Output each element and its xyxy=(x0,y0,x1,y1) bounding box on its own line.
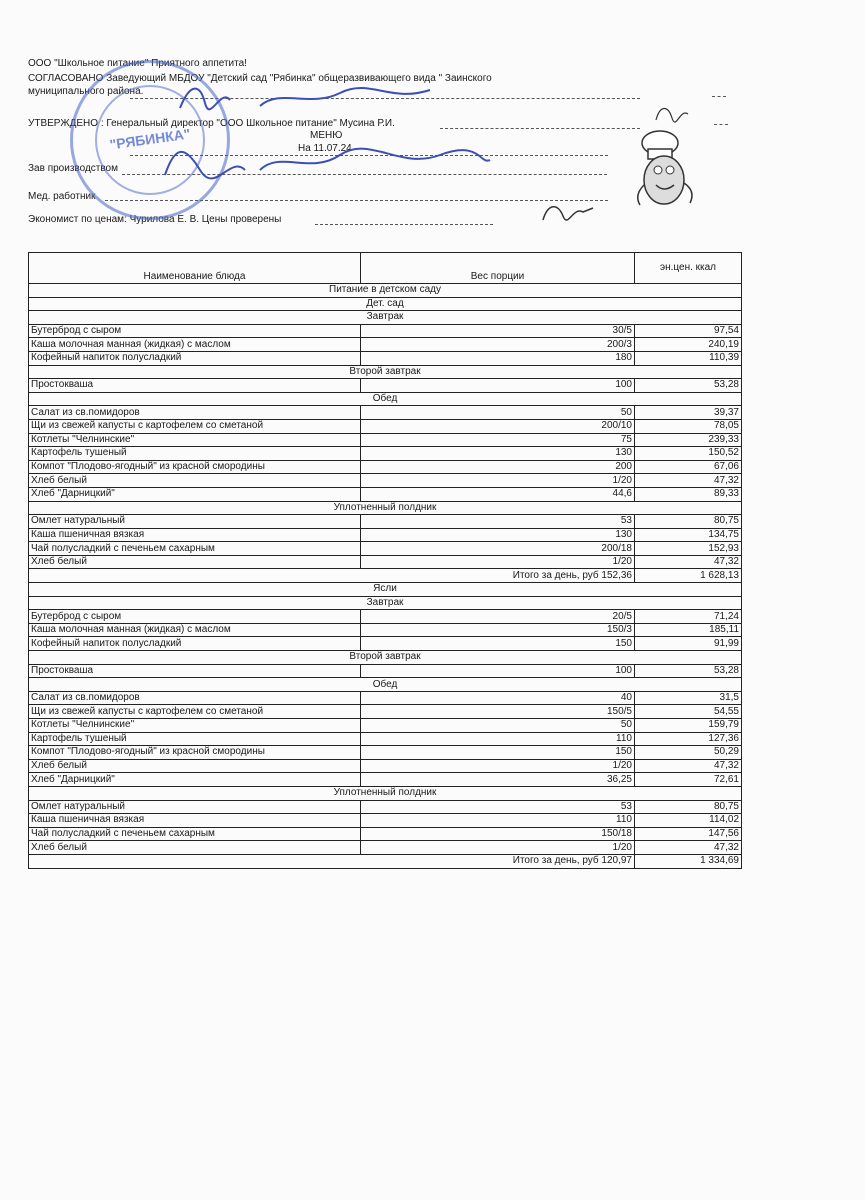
cell-weight: 20/5 xyxy=(361,610,635,624)
table-row xyxy=(29,487,742,501)
cell-kcal: 39,37 xyxy=(635,406,742,420)
cell-name: Каша пшеничная вязкая xyxy=(29,814,361,828)
total-row xyxy=(29,854,742,868)
cell-kcal: 80,75 xyxy=(635,515,742,529)
table-row xyxy=(29,800,742,814)
cell-kcal: 185,11 xyxy=(635,623,742,637)
menu-table xyxy=(28,252,742,869)
table-row xyxy=(29,637,742,651)
cell-kcal: 134,75 xyxy=(635,528,742,542)
economist-line: Экономист по ценам: Чурилова Е. В. Цены проверены xyxy=(28,214,282,225)
meal-title-label: Обед xyxy=(29,392,742,406)
group-title xyxy=(29,297,742,311)
meal-title-label: Уплотненный полдник xyxy=(29,501,742,515)
col-header-name: Наименование блюда xyxy=(29,253,361,284)
cell-kcal: 71,24 xyxy=(635,610,742,624)
cell-kcal: 89,33 xyxy=(635,487,742,501)
cell-weight: 150/3 xyxy=(361,623,635,637)
table-row xyxy=(29,623,742,637)
table-header-row xyxy=(29,253,742,284)
cell-name: Простокваша xyxy=(29,664,361,678)
cell-kcal: 239,33 xyxy=(635,433,742,447)
chef-mascot-icon xyxy=(630,125,705,215)
meal-title xyxy=(29,786,742,800)
organization-stamp: "РЯБИНКА" xyxy=(70,60,230,220)
table-row xyxy=(29,719,742,733)
menu-title: МЕНЮ xyxy=(310,130,343,141)
cell-weight: 150/18 xyxy=(361,827,635,841)
cell-weight: 100 xyxy=(361,664,635,678)
cell-weight: 150 xyxy=(361,637,635,651)
meal-title xyxy=(29,596,742,610)
production-head: Зав производством xyxy=(28,163,118,174)
cell-name: Салат из св.помидоров xyxy=(29,691,361,705)
cell-kcal: 54,55 xyxy=(635,705,742,719)
cell-name: Чай полусладкий с печеньем сахарным xyxy=(29,542,361,556)
cell-name: Хлеб белый xyxy=(29,555,361,569)
meal-title xyxy=(29,678,742,692)
total-kcal: 1 334,69 xyxy=(635,854,742,868)
cell-name: Хлеб белый xyxy=(29,474,361,488)
table-row xyxy=(29,542,742,556)
cell-kcal: 159,79 xyxy=(635,719,742,733)
cell-name: Картофель тушеный xyxy=(29,447,361,461)
table-row xyxy=(29,705,742,719)
cell-weight: 200/18 xyxy=(361,542,635,556)
approved-line: УТВЕРЖДЕНО : Генеральный директор "ООО Школьное питание" Мусина Р.И. xyxy=(28,118,395,129)
cell-kcal: 91,99 xyxy=(635,637,742,651)
cell-weight: 50 xyxy=(361,406,635,420)
table-row xyxy=(29,447,742,461)
table-row xyxy=(29,773,742,787)
cell-weight: 150 xyxy=(361,746,635,760)
cell-weight: 200 xyxy=(361,460,635,474)
cell-name: Щи из свежей капусты с картофелем со сметаной xyxy=(29,419,361,433)
total-row xyxy=(29,569,742,583)
cell-weight: 100 xyxy=(361,379,635,393)
cell-name: Бутерброд с сыром xyxy=(29,324,361,338)
table-row xyxy=(29,324,742,338)
section-title xyxy=(29,284,742,298)
meal-title-label: Завтрак xyxy=(29,311,742,325)
cell-kcal: 127,36 xyxy=(635,732,742,746)
cell-kcal: 67,06 xyxy=(635,460,742,474)
cell-kcal: 97,54 xyxy=(635,324,742,338)
meal-title xyxy=(29,365,742,379)
cell-name: Котлеты "Челнинские" xyxy=(29,719,361,733)
cell-weight: 200/3 xyxy=(361,338,635,352)
meal-title-label: Второй завтрак xyxy=(29,651,742,665)
table-row xyxy=(29,379,742,393)
cell-name: Каша пшеничная вязкая xyxy=(29,528,361,542)
table-row xyxy=(29,515,742,529)
cell-kcal: 47,32 xyxy=(635,555,742,569)
total-label: Итого за день, руб 152,36 xyxy=(29,569,635,583)
cell-kcal: 47,32 xyxy=(635,759,742,773)
agreed-line: СОГЛАСОВАНО Заведующий МБДОУ "Детский сад "Рябинка" общеразвивающего вида " Заинского xyxy=(28,73,492,84)
cell-name: Хлеб белый xyxy=(29,841,361,855)
cell-weight: 180 xyxy=(361,351,635,365)
cell-kcal: 53,28 xyxy=(635,379,742,393)
cell-name: Чай полусладкий с печеньем сахарным xyxy=(29,827,361,841)
cell-weight: 1/20 xyxy=(361,555,635,569)
cell-name: Котлеты "Челнинские" xyxy=(29,433,361,447)
table-row xyxy=(29,338,742,352)
medic-line: Мед. работник xyxy=(28,191,96,202)
group-title-label: Дет. сад xyxy=(29,297,742,311)
cell-kcal: 31,5 xyxy=(635,691,742,705)
cell-weight: 150/5 xyxy=(361,705,635,719)
table-row xyxy=(29,555,742,569)
cell-name: Бутерброд с сыром xyxy=(29,610,361,624)
col-header-kcal: эн.цен. ккал xyxy=(635,253,742,284)
col-header-weight: Вес порции xyxy=(361,253,635,284)
cell-kcal: 47,32 xyxy=(635,474,742,488)
meal-title xyxy=(29,501,742,515)
table-row xyxy=(29,814,742,828)
signature-line xyxy=(714,124,728,125)
table-row xyxy=(29,664,742,678)
section-title-label: Питание в детском саду xyxy=(29,284,742,298)
cell-weight: 1/20 xyxy=(361,759,635,773)
signature-line xyxy=(712,96,726,97)
meal-title-label: Обед xyxy=(29,678,742,692)
table-row xyxy=(29,610,742,624)
cell-weight: 30/5 xyxy=(361,324,635,338)
meal-title-label: Второй завтрак xyxy=(29,365,742,379)
signature-line xyxy=(315,224,493,225)
group-title-label: Ясли xyxy=(29,583,742,597)
menu-date: На 11.07.24 xyxy=(298,143,352,154)
cell-name: Компот "Плодово-ягодный" из красной смородины xyxy=(29,460,361,474)
cell-kcal: 78,05 xyxy=(635,419,742,433)
cell-weight: 1/20 xyxy=(361,841,635,855)
cell-weight: 130 xyxy=(361,528,635,542)
cell-weight: 44,6 xyxy=(361,487,635,501)
cell-kcal: 114,02 xyxy=(635,814,742,828)
meal-title-label: Завтрак xyxy=(29,596,742,610)
cell-weight: 53 xyxy=(361,800,635,814)
cell-name: Простокваша xyxy=(29,379,361,393)
cell-kcal: 72,61 xyxy=(635,773,742,787)
company-line: ООО "Школьное питание" Приятного аппетита! xyxy=(28,58,247,69)
cell-weight: 110 xyxy=(361,814,635,828)
table-row xyxy=(29,406,742,420)
table-row xyxy=(29,746,742,760)
meal-title xyxy=(29,311,742,325)
table-row xyxy=(29,732,742,746)
cell-weight: 75 xyxy=(361,433,635,447)
cell-kcal: 150,52 xyxy=(635,447,742,461)
signature-economist xyxy=(538,198,598,226)
cell-kcal: 147,56 xyxy=(635,827,742,841)
cell-weight: 50 xyxy=(361,719,635,733)
cell-name: Компот "Плодово-ягодный" из красной смородины xyxy=(29,746,361,760)
cell-weight: 40 xyxy=(361,691,635,705)
cell-weight: 36,25 xyxy=(361,773,635,787)
cell-kcal: 53,28 xyxy=(635,664,742,678)
meal-title xyxy=(29,651,742,665)
cell-weight: 200/10 xyxy=(361,419,635,433)
cell-kcal: 50,29 xyxy=(635,746,742,760)
group-title xyxy=(29,583,742,597)
table-row xyxy=(29,351,742,365)
cell-weight: 53 xyxy=(361,515,635,529)
table-row xyxy=(29,691,742,705)
cell-weight: 1/20 xyxy=(361,474,635,488)
cell-name: Каша молочная манная (жидкая) с маслом xyxy=(29,623,361,637)
total-kcal: 1 628,13 xyxy=(635,569,742,583)
table-row xyxy=(29,759,742,773)
table-row xyxy=(29,460,742,474)
table-row xyxy=(29,827,742,841)
cell-weight: 130 xyxy=(361,447,635,461)
cell-name: Хлеб "Дарницкий" xyxy=(29,487,361,501)
total-label: Итого за день, руб 120,97 xyxy=(29,854,635,868)
cell-name: Щи из свежей капусты с картофелем со сметаной xyxy=(29,705,361,719)
agreed-line-2: муниципального района. xyxy=(28,86,144,97)
table-row xyxy=(29,841,742,855)
meal-title xyxy=(29,392,742,406)
cell-name: Картофель тушеный xyxy=(29,732,361,746)
cell-kcal: 47,32 xyxy=(635,841,742,855)
table-row xyxy=(29,474,742,488)
cell-kcal: 240,19 xyxy=(635,338,742,352)
cell-weight: 110 xyxy=(361,732,635,746)
cell-kcal: 80,75 xyxy=(635,800,742,814)
signature-line xyxy=(440,128,640,129)
cell-name: Омлет натуральный xyxy=(29,800,361,814)
cell-name: Омлет натуральный xyxy=(29,515,361,529)
cell-name: Салат из св.помидоров xyxy=(29,406,361,420)
cell-kcal: 110,39 xyxy=(635,351,742,365)
table-row xyxy=(29,528,742,542)
signature-production xyxy=(160,140,500,185)
cell-name: Кофейный напиток полусладкий xyxy=(29,637,361,651)
signature-head xyxy=(170,78,450,118)
table-row xyxy=(29,433,742,447)
cell-kcal: 152,93 xyxy=(635,542,742,556)
meal-title-label: Уплотненный полдник xyxy=(29,786,742,800)
table-row xyxy=(29,419,742,433)
cell-name: Кофейный напиток полусладкий xyxy=(29,351,361,365)
cell-name: Хлеб белый xyxy=(29,759,361,773)
cell-name: Хлеб "Дарницкий" xyxy=(29,773,361,787)
cell-name: Каша молочная манная (жидкая) с маслом xyxy=(29,338,361,352)
